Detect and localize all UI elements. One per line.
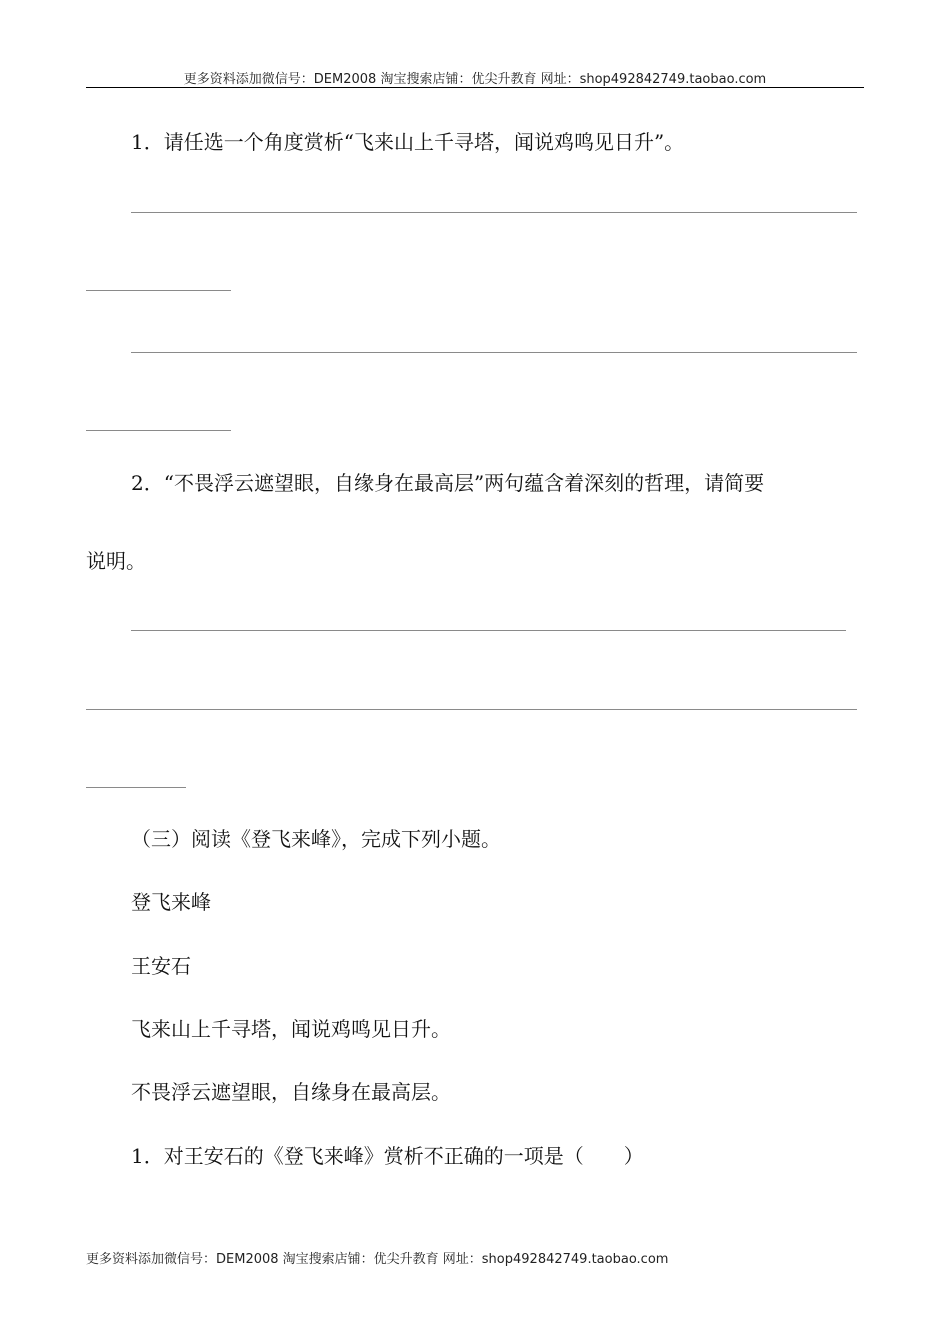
answer-blank-line [86,290,231,291]
answer-blank-line [86,709,857,710]
answer-blank-line [131,630,846,631]
poem-line: 不畏浮云遮望眼，自缘身在最高层。 [131,1080,451,1104]
poem-author: 王安石 [131,954,191,978]
answer-blank-line [131,212,857,213]
page-footer: 更多资料添加微信号：DEM2008 淘宝搜索店铺：优尖升教育 网址：shop492842749.taobao.com [86,1252,669,1267]
answer-blank-line [131,352,857,353]
page-header: 更多资料添加微信号：DEM2008 淘宝搜索店铺：优尖升教育 网址：shop492842749.taobao.com [183,72,767,87]
header-divider [86,87,864,88]
question-2-prompt-cont: 说明。 [86,549,146,573]
section-intro: （三）阅读《登飞来峰》，完成下列小题。 [131,827,501,851]
question-2-prompt: 2．“不畏浮云遮望眼，自缘身在最高层”两句蕴含着深刻的哲理，请简要 [131,471,765,495]
poem-line: 飞来山上千寻塔，闻说鸡鸣见日升。 [131,1017,451,1041]
question-1-prompt: 1．请任选一个角度赏析“飞来山上千寻塔，闻说鸡鸣见日升”。 [131,130,685,154]
answer-blank-line [86,787,186,788]
answer-blank-line [86,430,231,431]
poem-title: 登飞来峰 [131,890,211,914]
question-1-choice-prompt: 1．对王安石的《登飞来峰》赏析不正确的一项是（ ） [131,1144,644,1168]
